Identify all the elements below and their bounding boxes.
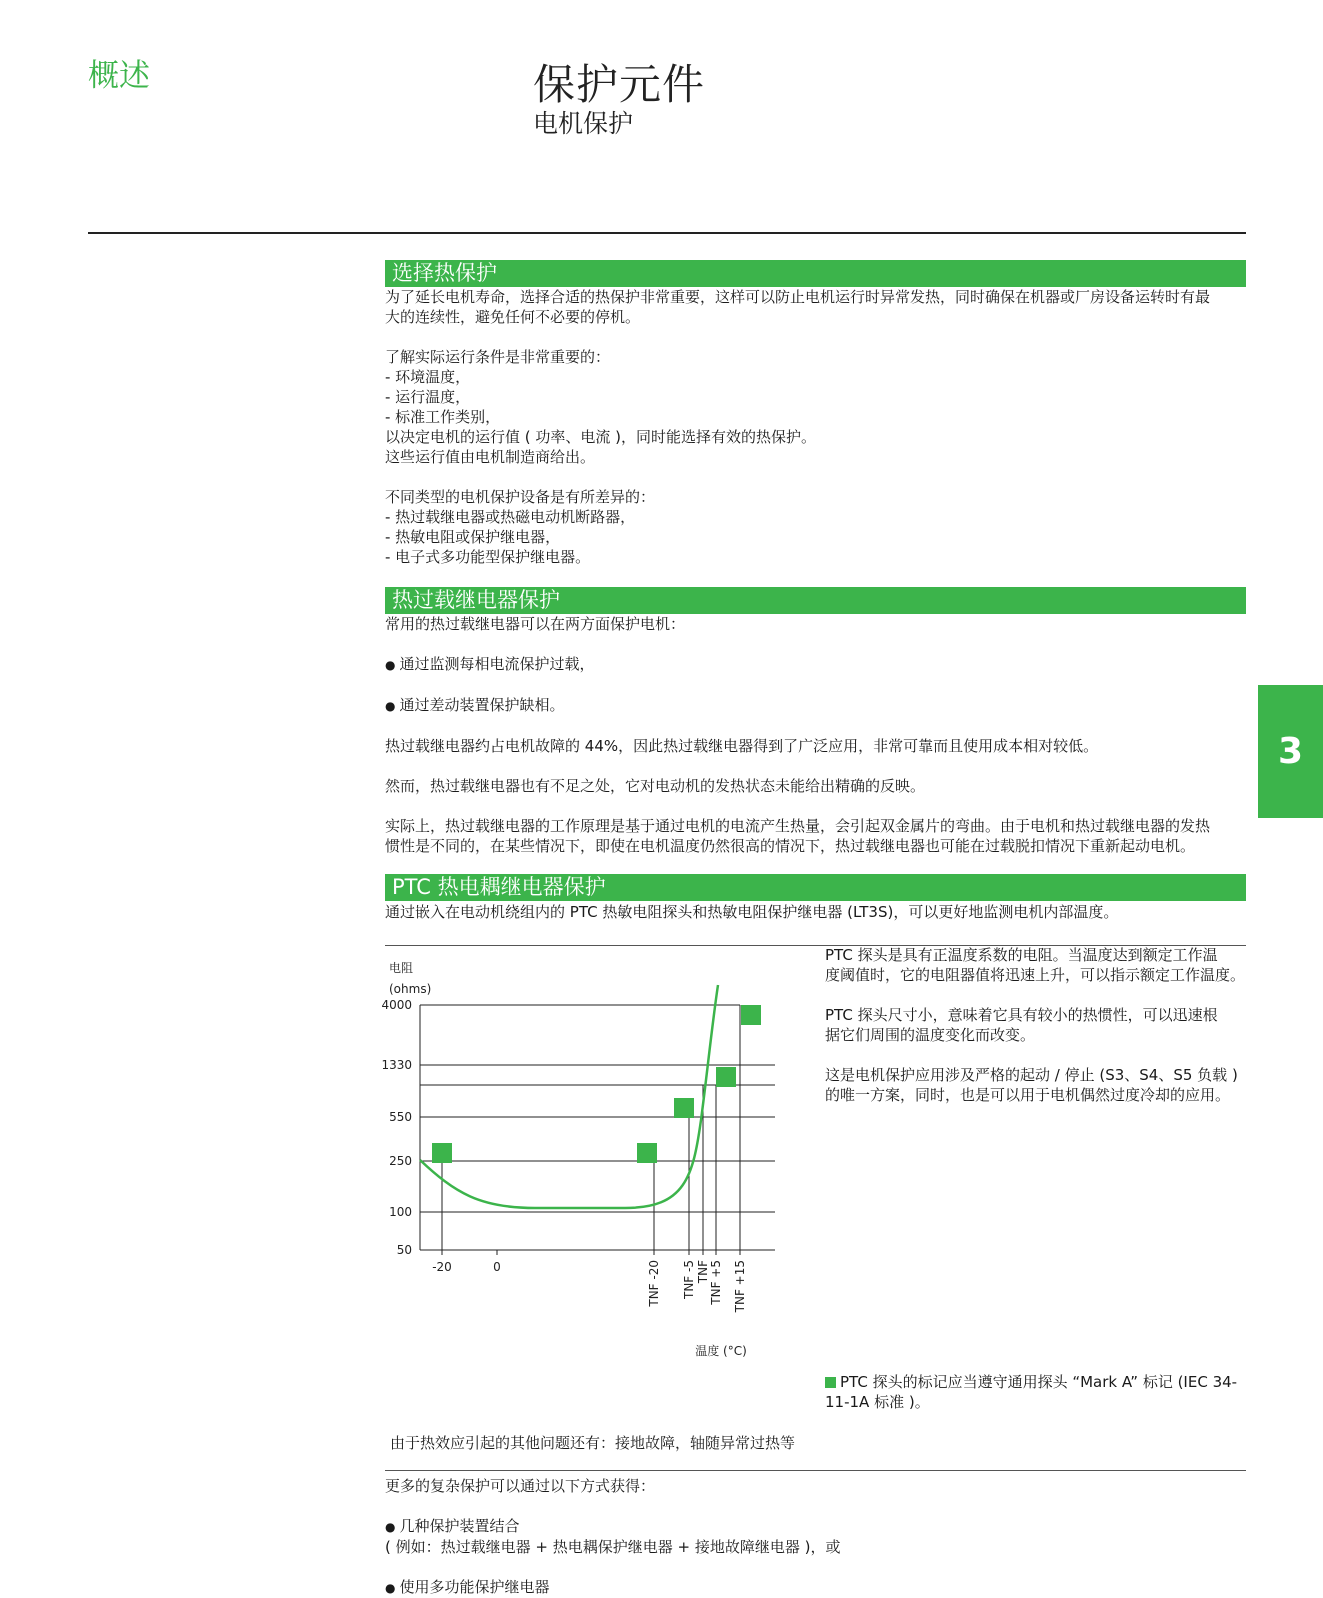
body-line: 大的连续性，避免任何不必要的停机。 (385, 308, 641, 326)
y-tick-label: 1330 (381, 1058, 412, 1072)
section-heading-thermal-protection: 选择热保护 (385, 260, 1246, 287)
body-line: 不同类型的电机保护设备是有所差异的： (385, 488, 656, 506)
y-axis-label: 电阻 (389, 961, 414, 975)
ptc-line: 这是电机保护应用涉及严格的起动 / 停止 (S3、S4、S5 负载 ) (825, 1066, 1238, 1084)
body-line: - 热过载继电器或热磁电动机断路器， (385, 508, 636, 526)
x-tick-label: TNF -5 (682, 1260, 696, 1299)
ptc-line: 据它们周围的温度变化而改变。 (825, 1026, 1036, 1044)
footer-body (385, 1476, 840, 1598)
chapter-tab[interactable]: 3 (1258, 685, 1323, 818)
body-line: 了解实际运行条件是非常重要的： (385, 348, 611, 366)
body-line: - 运行温度， (385, 388, 471, 406)
y-tick-label: 550 (389, 1110, 412, 1124)
y-tick-label: 100 (389, 1205, 412, 1219)
threshold-marker (716, 1067, 736, 1087)
bullet-item: ● 几种保护装置结合 (385, 1516, 840, 1537)
page-title: 保护元件 (533, 60, 706, 109)
threshold-marker (741, 1005, 761, 1025)
section-body-thermal-protection (385, 287, 1210, 567)
body-line: 实际上，热过载继电器的工作原理是基于通过电机的电流产生热量，会引起双金属片的弯曲。由于电机和热过载继电器的发热 (385, 817, 1211, 835)
section-body-overload-relay (385, 614, 1210, 856)
y-tick-label: 4000 (381, 998, 412, 1012)
x-tick-label: -20 (432, 1260, 452, 1274)
section-intro-ptc: 通过嵌入在电动机绕组内的 PTC 热敏电阻探头和热敏电阻保护继电器 (LT3S)，可以更好地监测电机内部温度。 (385, 903, 1119, 921)
body-line: - 热敏电阻或保护继电器， (385, 528, 561, 546)
x-tick-label: TNF +5 (709, 1260, 723, 1305)
body-line: 更多的复杂保护可以通过以下方式获得： (385, 1477, 656, 1495)
y-tick-label: 50 (396, 1243, 412, 1257)
ptc-line: PTC 探头是具有正温度系数的电阻。当温度达到额定工作温 (825, 946, 1218, 964)
page-subtitle: 电机保护 (533, 109, 634, 138)
x-tick-label: TNF +15 (733, 1260, 747, 1313)
body-line: - 标准工作类别， (385, 408, 501, 426)
bullet-item: ● 通过监测每相电流保护过载， (385, 654, 1210, 675)
threshold-marker (637, 1143, 657, 1163)
divider (385, 1470, 1246, 1471)
bullet-item: ● 使用多功能保护继电器 (385, 1577, 840, 1598)
x-axis-label: 温度 (°C) (695, 1344, 747, 1358)
body-line: 常用的热过载继电器可以在两方面保护电机： (385, 615, 686, 633)
body-line: 这些运行值由电机制造商给出。 (385, 448, 596, 466)
section-heading-overload-relay: 热过载继电器保护 (385, 587, 1246, 614)
ptc-line: 度阈值时，它的电阻器值将迅速上升，可以指示额定工作温度。 (825, 966, 1246, 984)
x-tick-label: TNF -20 (647, 1260, 661, 1307)
ptc-line: 的唯一方案，同时，也是可以用于电机偶然过度冷却的应用。 (825, 1086, 1231, 1104)
threshold-marker (674, 1098, 694, 1118)
note-line: 11-1A 标准 )。 (825, 1393, 930, 1411)
other-problems-text: 由于热效应引起的其他问题还有：接地故障，轴随异常过热等 (390, 1434, 796, 1452)
body-line: 然而，热过载继电器也有不足之处，它对电动机的发热状态未能给出精确的反映。 (385, 777, 926, 795)
body-line: 以决定电机的运行值 ( 功率、电流 )，同时能选择有效的热保护。 (385, 428, 817, 446)
section-label: 概述 (88, 58, 150, 94)
body-line: - 电子式多功能型保护继电器。 (385, 548, 591, 566)
x-tick-label: 0 (493, 1260, 501, 1274)
note-line: PTC 探头的标记应当遵守通用探头 “Mark A” 标记 (IEC 34- (840, 1373, 1238, 1391)
threshold-marker (432, 1143, 452, 1163)
ptc-description (825, 945, 1247, 1125)
section-heading-ptc-relay: PTC 热电耦继电器保护 (385, 874, 1246, 901)
bullet-item: ● 通过差动装置保护缺相。 (385, 695, 1210, 716)
ptc-marker-note (825, 1372, 1247, 1412)
y-tick-label: 250 (389, 1154, 412, 1168)
body-line: ( 例如：热过载继电器 + 热电耦保护继电器 + 接地故障继电器 )，或 (385, 1538, 841, 1556)
body-line: 为了延长电机寿命，选择合适的热保护非常重要，这样可以防止电机运行时异常发热，同时确保在机器或厂房设备运转时有最 (385, 288, 1211, 306)
y-axis-unit: (ohms) (389, 982, 432, 996)
body-line: - 环境温度， (385, 368, 471, 386)
body-line: 热过载继电器约占电机故障的 44%，因此热过载继电器得到了广泛应用，非常可靠而且使用成本相对较低。 (385, 737, 1099, 755)
ptc-line: PTC 探头尺寸小，意味着它具有较小的热惯性，可以迅速根 (825, 1006, 1218, 1024)
green-square-icon (825, 1377, 836, 1388)
x-tick-label: TNF (696, 1260, 710, 1284)
body-line: 惯性是不同的，在某些情况下，即使在电机温度仍然很高的情况下，热过载继电器也可能在过载脱扣情况下重新起动电机。 (385, 837, 1196, 855)
ptc-resistance-chart (381, 955, 785, 1375)
resistance-curve (420, 985, 718, 1208)
top-divider (88, 232, 1246, 234)
